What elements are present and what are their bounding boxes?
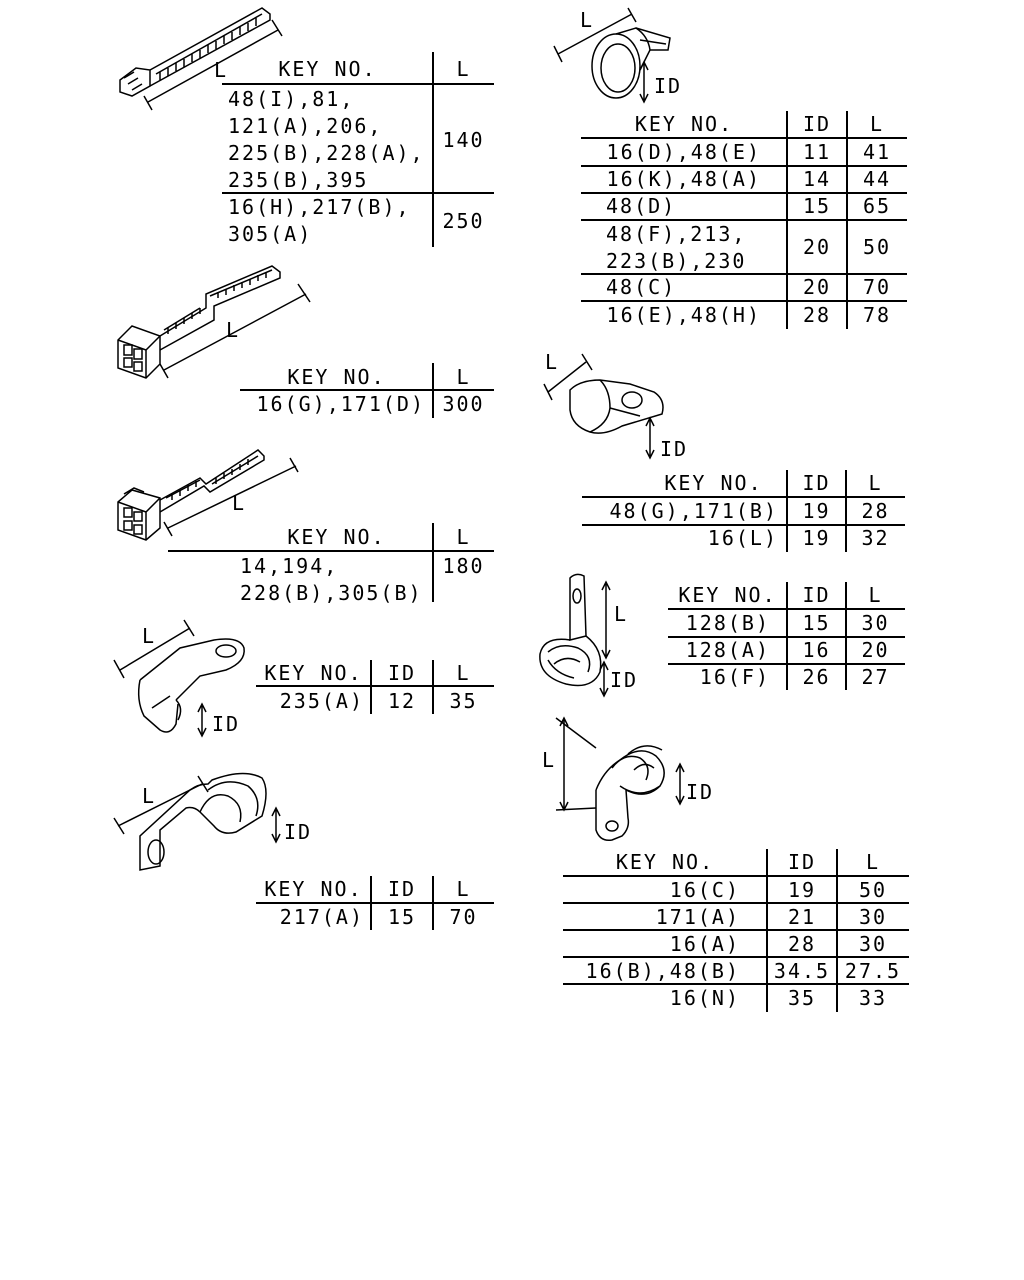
t6-row-3-id: 15 xyxy=(802,194,832,218)
cable-tie-large-drawing xyxy=(118,266,310,378)
t7-row-2-key: 16(L) xyxy=(707,526,778,550)
t6-row-1-l: 41 xyxy=(862,140,892,164)
t6-row-1-id: 11 xyxy=(802,140,832,164)
dim-label-l-6: L xyxy=(580,8,595,32)
t8-row-2-key: 128(A) xyxy=(685,638,770,662)
t6-row-1-key: 16(D),48(E) xyxy=(606,140,761,164)
t3-row-1-key: 14,194, 228(B),305(B) xyxy=(240,554,423,605)
t7-header-id: ID xyxy=(802,471,831,495)
t1-row-2-key: 16(H),217(B), 305(A) xyxy=(228,195,411,246)
t4-row-1-l: 35 xyxy=(449,689,478,713)
t9-header-l: L xyxy=(865,850,881,874)
t5-header-key: KEY NO. xyxy=(264,877,363,901)
t8-row-1-key: 128(B) xyxy=(685,611,770,635)
t4-header-l: L xyxy=(456,661,471,685)
t9-row-1-l: 50 xyxy=(858,878,888,902)
dim-label-l-8: L xyxy=(614,602,629,626)
t8-header-key: KEY NO. xyxy=(678,583,777,607)
dim-label-id-9: ID xyxy=(686,780,715,804)
dim-label-id-6: ID xyxy=(654,74,683,98)
t6-header-l: L xyxy=(869,112,885,136)
dim-label-l-3: L xyxy=(232,491,247,515)
t2-row-1-l: 300 xyxy=(442,392,485,416)
t4-header-key: KEY NO. xyxy=(264,661,363,685)
dim-label-l-7: L xyxy=(545,350,560,374)
coil-clip-drawing xyxy=(540,574,610,696)
t8-row-2-id: 16 xyxy=(802,638,831,662)
t2-header-key: KEY NO. xyxy=(287,365,386,389)
t7-header-l: L xyxy=(868,471,883,495)
t7-row-1-id: 19 xyxy=(802,499,831,523)
t6-header-key: KEY NO. xyxy=(634,112,734,136)
t8-row-1-l: 30 xyxy=(861,611,890,635)
loop-clamp-drawing xyxy=(114,773,280,870)
dim-label-l-5: L xyxy=(142,784,157,808)
t9-row-5-l: 33 xyxy=(858,986,888,1010)
t9-row-1-id: 19 xyxy=(787,878,817,902)
dim-label-l-9: L xyxy=(542,748,557,772)
t7-row-1-key: 48(G),171(B) xyxy=(609,499,778,523)
t6-header-id: ID xyxy=(802,112,832,136)
t6-row-3-key: 48(D) xyxy=(606,194,677,218)
dim-label-l-4: L xyxy=(142,624,157,648)
t9-row-3-key: 16(A) xyxy=(669,932,740,956)
t7-header-key: KEY NO. xyxy=(664,471,763,495)
t6-row-6-key: 16(E),48(H) xyxy=(606,303,761,327)
t6-row-4-l: 50 xyxy=(862,235,892,259)
t6-row-6-id: 28 xyxy=(802,303,832,327)
t6-row-3-l: 65 xyxy=(862,194,892,218)
t6-row-4-key: 48(F),213, 223(B),230 xyxy=(606,222,747,273)
t9-row-1-key: 16(C) xyxy=(669,878,740,902)
t3-row-1-l: 180 xyxy=(442,554,485,578)
t6-row-5-l: 70 xyxy=(862,275,892,299)
t1-header-key: KEY NO. xyxy=(278,57,377,81)
t5-row-1-l: 70 xyxy=(449,905,478,929)
t6-row-2-l: 44 xyxy=(862,167,892,191)
t9-header-key: KEY NO. xyxy=(615,850,715,874)
t6-row-6-l: 78 xyxy=(862,303,892,327)
t8-row-3-l: 27 xyxy=(861,665,890,689)
t8-header-l: L xyxy=(868,583,883,607)
t9-row-4-id: 34.5 xyxy=(773,959,831,983)
t6-row-5-id: 20 xyxy=(802,275,832,299)
t1-row-1-l: 140 xyxy=(442,128,485,152)
dim-label-id-7: ID xyxy=(660,437,689,461)
t8-header-id: ID xyxy=(802,583,831,607)
t1-row-2-l: 250 xyxy=(442,209,485,233)
t9-row-4-l: 27.5 xyxy=(844,959,902,983)
t9-row-2-l: 30 xyxy=(858,905,888,929)
t3-header-l: L xyxy=(456,525,471,549)
t6-row-2-id: 14 xyxy=(802,167,832,191)
t9-row-3-l: 30 xyxy=(858,932,888,956)
t6-row-5-key: 48(C) xyxy=(606,275,677,299)
t8-row-3-id: 26 xyxy=(802,665,831,689)
t9-row-2-key: 171(A) xyxy=(655,905,740,929)
ring-clamp-drawing xyxy=(554,8,670,102)
dim-label-id-8: ID xyxy=(610,668,639,692)
t4-row-1-id: 12 xyxy=(387,689,417,713)
t5-header-l: L xyxy=(456,877,471,901)
t4-row-1-key: 235(A) xyxy=(279,689,364,713)
t7-row-2-id: 19 xyxy=(802,526,831,550)
t5-row-1-id: 15 xyxy=(387,905,417,929)
t9-row-3-id: 28 xyxy=(787,932,817,956)
dim-label-l-1: L xyxy=(214,58,229,82)
t4-header-id: ID xyxy=(387,661,417,685)
t3-header-key: KEY NO. xyxy=(287,525,386,549)
t9-row-4-key: 16(B),48(B) xyxy=(585,959,740,983)
t8-row-2-l: 20 xyxy=(861,638,890,662)
t6-row-4-id: 20 xyxy=(802,235,832,259)
t5-header-id: ID xyxy=(387,877,417,901)
dim-label-l-2: L xyxy=(226,318,241,342)
t9-row-5-id: 35 xyxy=(787,986,817,1010)
t9-row-2-id: 21 xyxy=(787,905,817,929)
t7-row-1-l: 28 xyxy=(861,499,890,523)
dim-label-id-4: ID xyxy=(212,712,241,736)
t7-row-2-l: 32 xyxy=(861,526,890,550)
t9-header-id: ID xyxy=(787,850,817,874)
t8-row-3-key: 16(F) xyxy=(699,665,770,689)
t2-header-l: L xyxy=(456,365,471,389)
dim-label-id-5: ID xyxy=(284,820,313,844)
saddle-clamp-drawing xyxy=(544,354,663,458)
t2-row-1-key: 16(G),171(D) xyxy=(256,392,425,416)
t1-header-l: L xyxy=(456,57,471,81)
t5-row-1-key: 217(A) xyxy=(279,905,364,929)
t9-row-5-key: 16(N) xyxy=(669,986,740,1010)
double-loop-clip-drawing xyxy=(556,718,684,840)
t8-row-1-id: 15 xyxy=(802,611,831,635)
t6-row-2-key: 16(K),48(A) xyxy=(606,167,761,191)
t1-row-1-key: 48(I),81, 121(A),206, 225(B),228(A), 235(B),395 xyxy=(228,87,425,192)
